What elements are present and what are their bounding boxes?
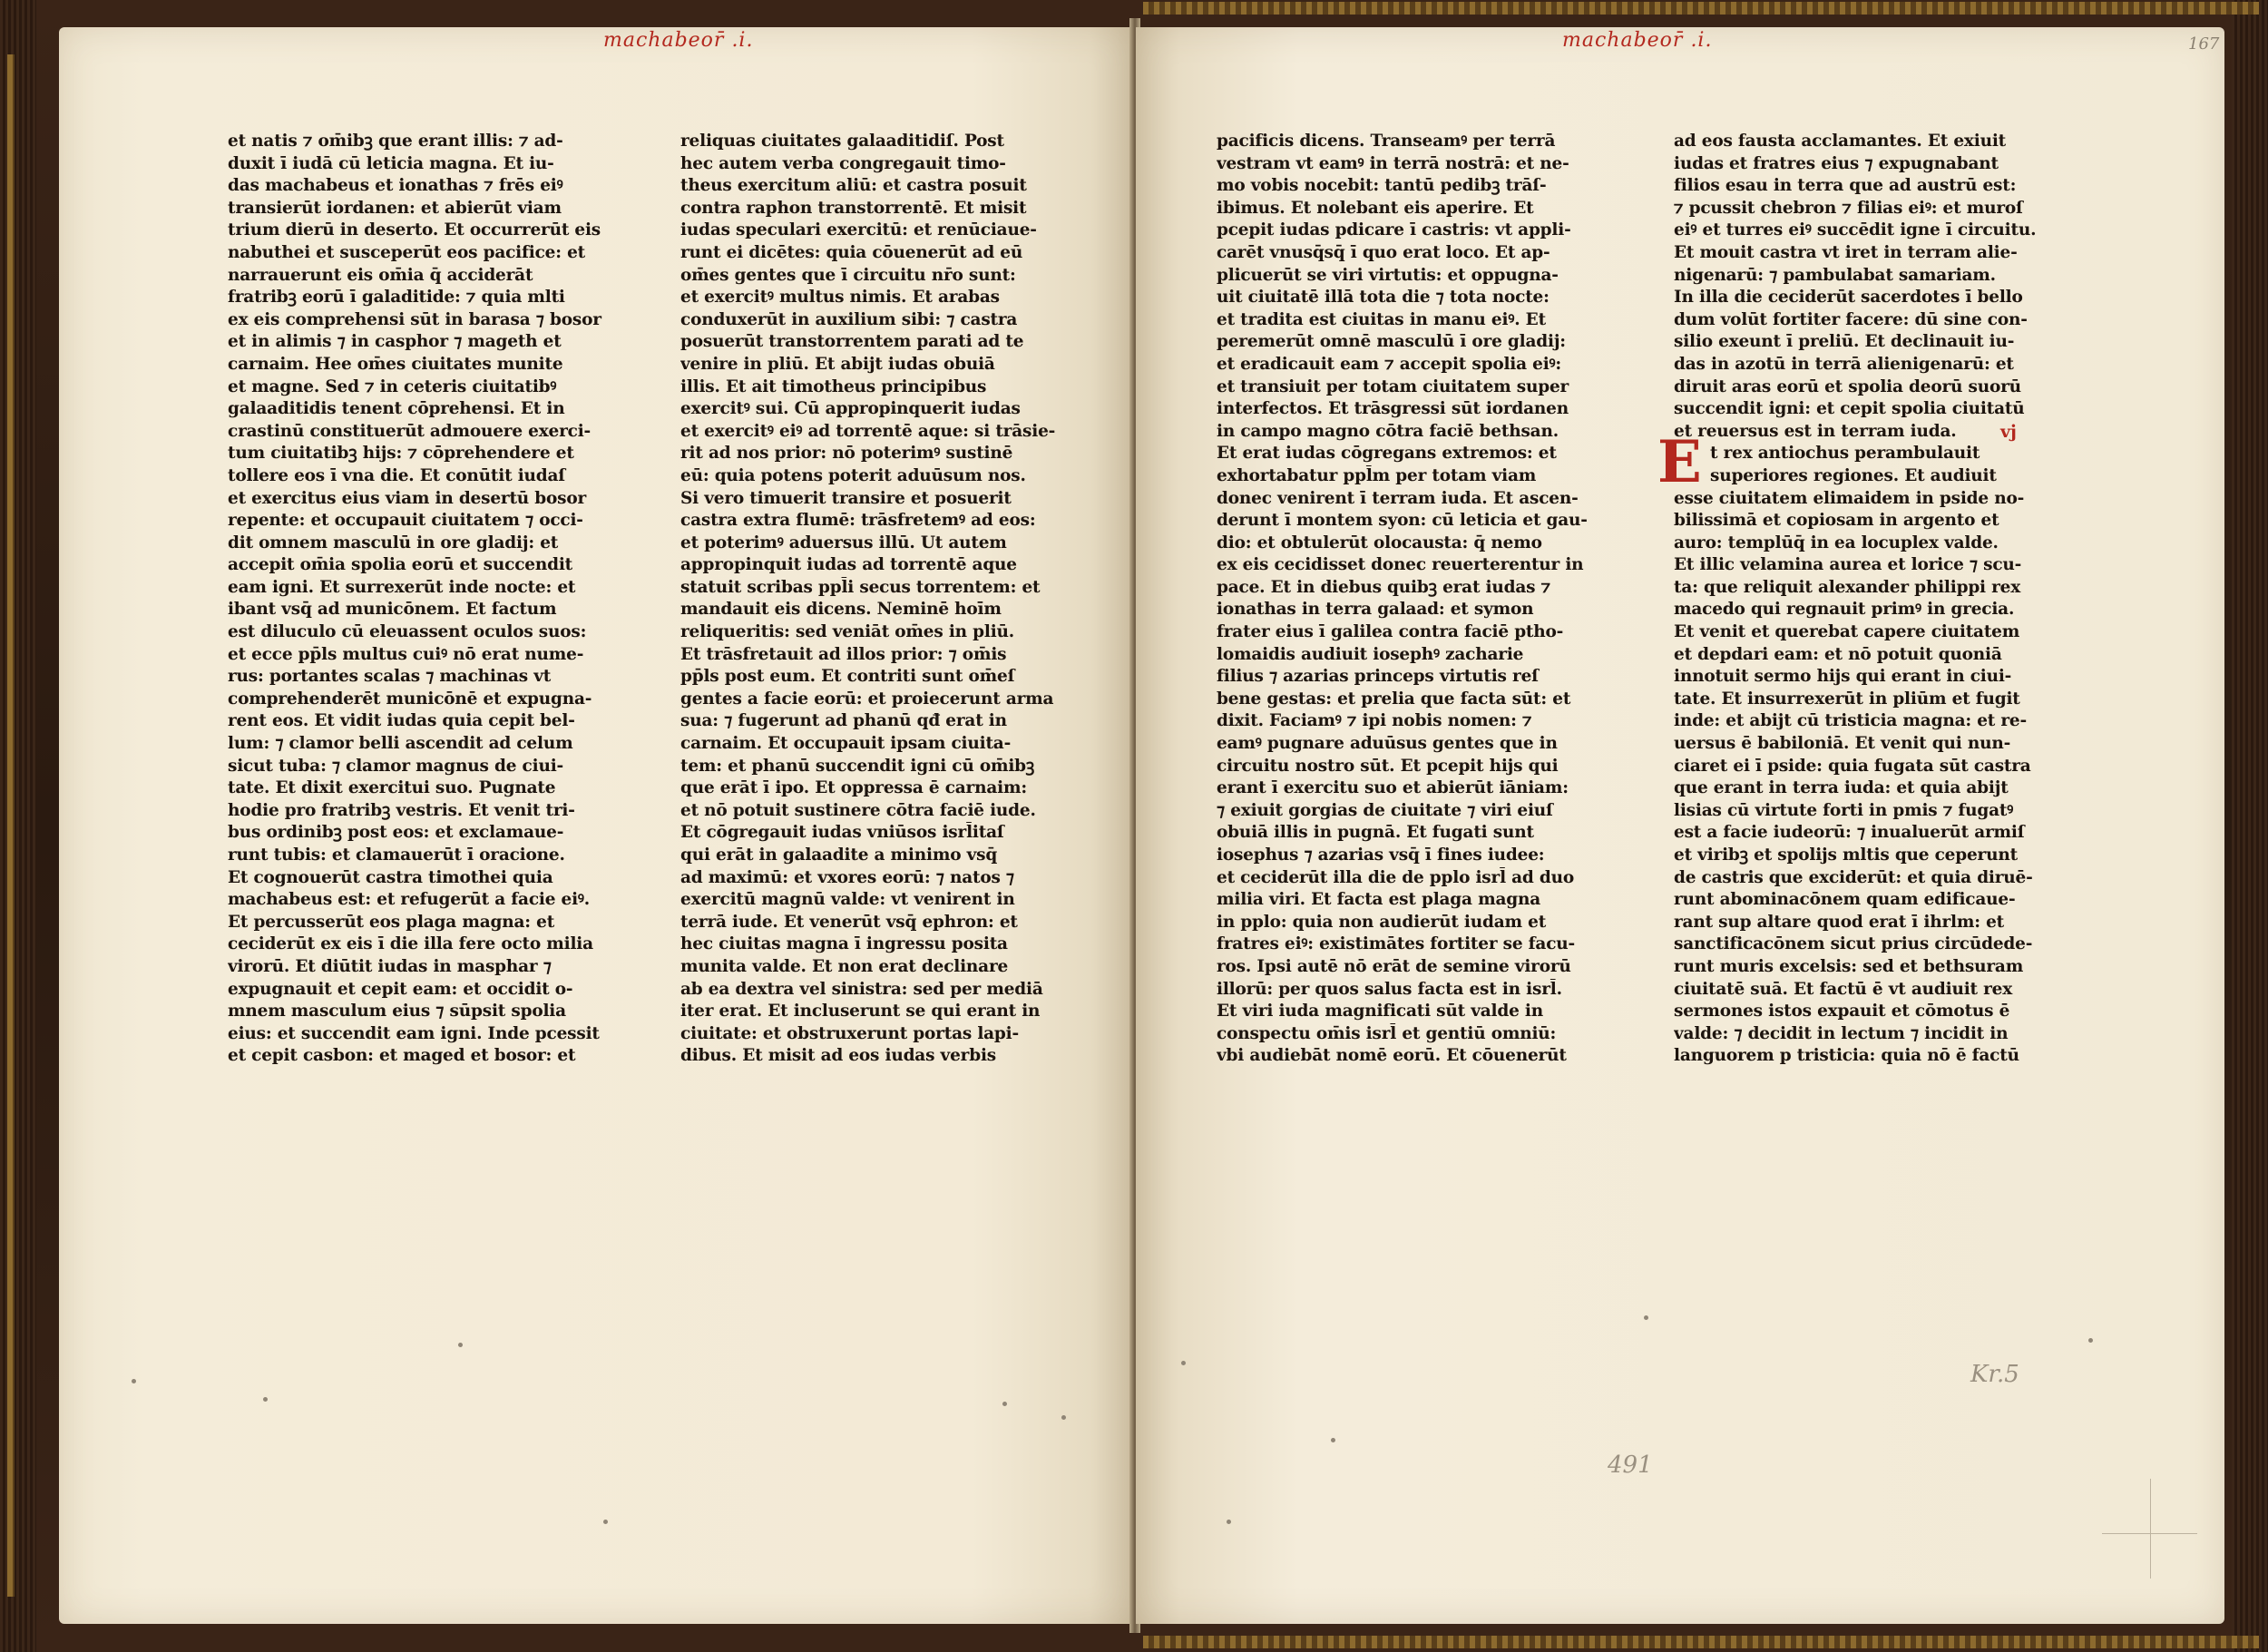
text-line: ta: que reliquit alexander philippi rex [1674,577,2021,597]
text-line: ros. Ipsi autē nō erāt de semine virorū [1217,956,1571,976]
text-line: runt muris excelsis: sed et bethsuram [1674,956,2024,976]
text-line: sua: ⁊ fugerunt ad phanū qđ erat in [680,711,1007,731]
text-line: theus exercitum aliū: et castra posuit [680,176,1027,196]
text-line: frater eius ī galilea contra faciē ptho- [1217,622,1564,642]
text-line: ex eis comprehensi sūt in barasa ⁊ bosor [228,309,601,329]
text-line: lomaidis audiuit iosephꝰ zacharie [1217,644,1524,664]
text-line: statuit scribas ppl̄i secus torrentem: et [680,577,1041,597]
text-line: mandauit eis dicens. Neminē hoīm [680,600,1002,620]
text-line: milia viri. Et facta est plaga magna [1217,890,1541,910]
text-line: illorū: per quos salus facta est in isrl̄. [1217,979,1562,999]
text-line: eiꝰ et turres eiꝰ succēdit igne ī circuitu. [1674,220,2037,240]
text-line: ibimus. Et nolebant eis aperire. Et [1217,198,1534,218]
text-line: trium dierū in deserto. Et occurrerūt eis [228,220,601,240]
text-line: duxit ī iudā cū leticia magna. Et iu- [228,153,554,173]
text-line: accepit om̄ia spolia eorū et succendit [228,555,573,575]
text-line: languorem p tristicia: quia nō ē factū [1674,1046,2019,1066]
text-line: valde: ⁊ decidit in lectum ⁊ incidit in [1674,1023,2009,1043]
text-line: runt tubis: et clamauerūt ī oracione. [228,846,565,865]
text-line: Et illic velamina aurea et lorice ⁊ scu- [1674,555,2022,575]
text-line: conduxerūt in auxilium sibi: ⁊ castra [680,309,1018,329]
text-line: ibant vsq̄ ad municōnem. Et factum [228,600,557,620]
text-line: hec ciuitas magna ī ingressu posita [680,934,1008,954]
text-line: eamꝰ pugnare aduūsus gentes que in [1217,734,1558,754]
text-line: que erant in terra iuda: et quia abijt [1674,778,2009,798]
pin-hole [2088,1338,2093,1343]
right-page-column-1 [1217,131,1598,1068]
pin-hole [1061,1415,1066,1420]
text-line: illis. Et ait timotheus principibus [680,376,987,396]
text-line: filius ⁊ azarias princeps virtutis reſ [1217,667,1539,687]
text-line: uersus ē babiloniā. Et venit qui nun- [1674,734,2011,754]
text-line: Et trāsfretauit ad illos prior: ⁊ om̄is [680,644,1007,664]
text-line: donec venirent ī terram iuda. Et ascen- [1217,488,1579,508]
pin-hole [603,1520,608,1524]
pencil-mark-number: 491 [1608,1452,1653,1479]
text-line: inde: et abijt cū tristicia magna: et re- [1674,711,2027,731]
text-line: exercitū magnū valde: vt venirent in [680,890,1015,910]
text-line: innotuit sermo hijs qui erant in ciui- [1674,667,2012,687]
text-line: ionathas in terra galaad: et symon [1217,600,1534,620]
text-line: succendit igni: et cepit spolia ciuitatū [1674,399,2025,419]
text-line: exercitꝰ sui. Cū appropinquerit iudas [680,399,1021,419]
text-line: reliquas ciuitates galaaditidiſ. Post [680,132,1004,151]
gilt-tooling-top [1143,2,2259,15]
text-line: iudas speculari exercitū: et renūciaue- [680,220,1037,240]
text-line: tum ciuitatibꝫ hijs: ⁊ cōprehendere et [228,444,574,464]
text-line: qui erāt in galaadite a minimo vsq̄ [680,846,998,865]
pin-hole [1002,1402,1007,1406]
text-line: Et viri iuda magnificati sūt valde in [1217,1002,1543,1022]
text-line: obuiā illis in pugnā. Et fugati sunt [1217,823,1534,843]
text-line: ⁊ pcussit chebron ⁊ filias eiꝰ: et muroſ [1674,198,2023,218]
text-line: eū: quia potens poterit aduūsum nos. [680,465,1026,485]
text-line: terrā iude. Et venerūt vsq̄ ephron: et [680,912,1018,932]
text-line: carnaim. Et occupauit ipsam ciuita- [680,734,1012,754]
text-line: ab ea dextra vel sinistra: sed per mediā [680,979,1043,999]
text-line: das in azotū in terrā alienigenarū: et [1674,354,2014,374]
text-line: pacificis dicens. Transeamꝰ per terrā [1217,132,1556,151]
text-line: expugnauit et cepit eam: et occidit o- [228,979,573,999]
text-line: contra raphon transtorrentē. Et misit [680,198,1027,218]
text-line: vbi audiebāt nomē eorū. Et cōuenerūt [1217,1046,1567,1066]
text-line: macedo qui regnauit primꝰ in grecia. [1674,600,2015,620]
text-line: fratribꝫ eorū ī galaditide: ⁊ quia mlti [228,288,565,308]
text-line: munita valde. Et non erat declinare [680,956,1009,976]
text-line: vestram vt eamꝰ in terrā nostrā: et ne- [1217,153,1569,173]
text-line: machabeus est: et refugerūt a facie eiꝰ. [228,890,591,910]
text-line: exhortabatur ppl̄m per totam viam [1217,465,1537,485]
text-line: interfectos. Et trāsgressi sūt iordanen [1217,399,1569,419]
text-line: dit omnem masculū in ore gladij: et [228,533,559,552]
text-line: auro: templūq̄ in ea locuplex valde. [1674,533,1999,552]
text-line: conspectu om̄is isrl̄ et gentiū omniū: [1217,1023,1557,1043]
text-line: in pplo: quia non audierūt iudam et [1217,912,1547,932]
pin-hole [263,1397,268,1402]
chapter-number: vj [2000,421,2017,442]
text-line: transierūt iordanen: et abierūt viam [228,198,562,218]
text-line: et transiuit per totam ciuitatem super [1217,376,1569,396]
text-line: in campo magno cōtra faciē bethsan. [1217,421,1559,441]
text-line: runt ei dicētes: quia cōuenerūt ad eū [680,242,1023,262]
folio-number: 167 [2188,34,2220,54]
text-line: et reuersus est in terram iuda. [1674,421,1957,441]
text-line: nigenarū: ⁊ pambulabat samariam. [1674,265,1996,285]
text-line: et ceciderūt illa die de pplo isrl̄ ad duo [1217,867,1575,887]
text-line: rant sup altare quod erat ī ihrlm: et [1674,912,2004,932]
text-line: et ecce pp̄ls multus cuiꝰ nō erat nume- [228,644,584,664]
text-line: tollere eos ī vna die. Et conūtit iudaſ [228,465,566,485]
text-line: rus: portantes scalas ⁊ machinas vt [228,667,552,687]
gilt-tooling-left [7,54,15,1597]
text-line: Et percusserūt eos plaga magna: et [228,912,555,932]
text-line: comprehenderēt municōnē et expugna- [228,689,592,709]
gilt-tooling-bottom [1143,1636,2259,1648]
text-line: Et venit et querebat capere ciuitatem [1674,622,2020,642]
text-line: et magne. Sed ⁊ in ceteris ciuitatibꝰ [228,376,557,396]
text-line: iter erat. Et incluserunt se qui erant in [680,1002,1041,1022]
text-line: et exercitus eius viam in desertū bosor [228,488,587,508]
text-line: ceciderūt ex eis ī die illa fere octo milia [228,934,593,954]
text-line: Et erat iudas cōgregans extremos: et [1217,444,1557,464]
text-line: Et cognouerūt castra timothei quia [228,867,553,887]
text-line: et viribꝫ et spolijs mltis que ceperunt [1674,846,2018,865]
text-line: dibus. Et misit ad eos iudas verbis [680,1046,996,1066]
text-line: rit ad nos prior: nō poterimꝰ sustinē [680,444,1013,464]
text-line: ad maximū: et vxores eorū: ⁊ natos ⁊ [680,867,1014,887]
text-line: bene gestas: et prelia que facta sūt: et [1217,689,1571,709]
text-line: das machabeus et ionathas ⁊ frēs eiꝰ [228,176,563,196]
left-running-head: machabeor̄ .i. [603,29,754,52]
left-page [59,27,1132,1624]
text-line: In illa die ceciderūt sacerdotes ī bello [1674,288,2023,308]
text-line: que erāt ī ipo. Et oppressa ē carnaim: [680,778,1027,798]
pin-hole [132,1379,136,1383]
text-line: dio: et obtulerūt olocausta: q̄ nemo [1217,533,1542,552]
text-line: ciaret ei ī pside: quia fugata sūt castra [1674,756,2031,776]
text-line: tem: et phanū succendit igni cū om̄ibꝫ [680,756,1035,776]
text-line: eam igni. Et surrexerūt inde nocte: et [228,577,576,597]
text-line: peremerūt omnē masculū ī ore gladij: [1217,332,1566,352]
text-line: crastinū constituerūt admouere exerci- [228,421,591,441]
pin-hole [1644,1315,1648,1320]
right-page [1136,27,2224,1624]
text-line: ciuitatē suā. Et factū ē vt audiuit rex [1674,979,2013,999]
text-line: nabuthei et susceperūt eos pacifice: et [228,242,586,262]
text-line: narrauerunt eis om̄ia q̄ acciderāt [228,265,533,285]
text-line: lisias cū virtute forti in pmis ⁊ fugatꝰ [1674,800,2014,820]
text-line: ad eos fausta acclamantes. Et exiuit [1674,132,2007,151]
text-line: virorū. Et diūtit iudas in masphar ⁊ [228,956,552,976]
text-line: carnaim. Hee om̄es ciuitates munite [228,354,563,374]
text-line: erant ī exercitu suo et abierūt iāniam: [1217,778,1569,798]
text-line: est diluculo cū eleuassent oculos suos: [228,622,587,642]
text-line: dixit. Faciamꝰ ⁊ ipi nobis nomen: ⁊ [1217,711,1532,731]
text-line: et in alimis ⁊ in casphor ⁊ mageth et [228,332,562,352]
text-line: venire in pliū. Et abijt iudas obuiā [680,354,995,374]
text-line: iudas et fratres eius ⁊ expugnabant [1674,153,1999,173]
rubricated-initial: E [1657,428,1702,497]
text-line: superiores regiones. Et audiuit [1710,465,1997,485]
text-line: sermones istos expauit et cōmotus ē [1674,1002,2010,1022]
pin-hole [458,1343,463,1347]
text-line: bus ordinibꝫ post eos: et exclamaue- [228,823,564,843]
right-page-column-2 [1657,131,2055,1068]
text-line: et eradicauit eam ⁊ accepit spolia eiꝰ: [1217,354,1562,374]
text-line: ciuitate: et obstruxerunt portas lapi- [680,1023,1019,1043]
text-line: et depdari eam: et nō potuit quoniā [1674,644,2002,664]
text-line: om̄es gentes que ī circuitu nr̄o sunt: [680,265,1016,285]
text-line: mnem masculum eius ⁊ sūpsit spolia [228,1002,566,1022]
text-line: hodie pro fratribꝫ vestris. Et venit tri- [228,800,575,820]
text-line: hec autem verba congregauit timo- [680,153,1006,173]
text-line: tate. Et insurrexerūt in pliūm et fugit [1674,689,2020,709]
text-line: dum volūt fortiter facere: dū sine con- [1674,309,2028,329]
text-line: repente: et occupauit ciuitatem ⁊ occi- [228,511,583,531]
text-line: fratres eiꝰ: existimātes fortiter se facu- [1217,934,1575,954]
right-running-head: machabeor̄ .i. [1562,29,1713,52]
text-line: et cepit casbon: et maged et bosor: et [228,1046,576,1066]
pin-hole [1331,1438,1335,1442]
text-line: et exercitꝰ eiꝰ ad torrentē aque: si trāsie- [680,421,1056,441]
text-line: iosephus ⁊ azarias vsq̄ ī fines iudee: [1217,846,1545,865]
text-line: rent eos. Et vidit iudas quia cepit bel- [228,711,575,731]
pencil-cross-vertical [2150,1479,2151,1579]
text-line: posuerūt transtorrentem parati ad te [680,332,1024,352]
text-line: castra extra flumē: trāsfretemꝰ ad eos: [680,511,1036,531]
text-line: tate. Et dixit exercitui suo. Pugnate [228,778,556,798]
text-line: plicuerūt se viri virtutis: et oppugna- [1217,265,1559,285]
text-line: circuitu nostro sūt. Et pcepit hijs qui [1217,756,1559,776]
text-line: et natis ⁊ om̄ibꝫ que erant illis: ⁊ ad- [228,132,563,151]
text-line: et exercitꝰ multus nimis. Et arabas [680,288,1000,308]
pencil-mark-signature: Kr.5 [1970,1361,2019,1388]
text-line: et nō potuit sustinere cōtra faciē iude. [680,800,1036,820]
text-line: gentes a facie eorū: et proiecerunt arma [680,689,1054,709]
text-line: diruit aras eorū et spolia deorū suorū [1674,376,2021,396]
text-line: et poterimꝰ aduersus illū. Ut autem [680,533,1007,552]
text-line: derunt ī montem syon: cū leticia et gau- [1217,511,1588,531]
text-line: ⁊ exiuit gorgias de ciuitate ⁊ viri eiuſ [1217,800,1553,820]
text-line: carēt vnusq̄sq̄ ī quo erat loco. Et ap- [1217,242,1550,262]
text-line: pace. Et in diebus quibꝫ erat iudas ⁊ [1217,577,1550,597]
text-line: galaaditidis tenent cōprehensi. Et in [228,399,565,419]
left-page-column-2 [680,131,1061,1068]
text-line: et tradita est ciuitas in manu eiꝰ. Et [1217,309,1546,329]
text-line: lum: ⁊ clamor belli ascendit ad celum [228,734,573,754]
text-line: appropinquit iudas ad torrentē aque [680,555,1017,575]
text-line: bilissimā et copiosam in argento et [1674,511,1999,531]
text-line: sicut tuba: ⁊ clamor magnus de ciui- [228,756,563,776]
text-line: mo vobis nocebit: tantū pedibꝫ trāſ- [1217,176,1547,196]
text-line: Et cōgregauit iudas vniūsos isrl̄itaſ [680,823,1004,843]
text-line: reliqueritis: sed veniāt om̄es in pliū. [680,622,1015,642]
text-line: esse ciuitatem elimaidem in pside no- [1674,488,2025,508]
text-line: eius: et succendit eam igni. Inde pcessit [228,1023,600,1043]
text-line: runt abominacōnem quam edificaue- [1674,890,2016,910]
text-line: Si vero timuerit transire et posuerit [680,488,1012,508]
text-line: pp̄ls post eum. Et contriti sunt om̄eſ [680,667,1015,687]
pencil-cross-horizontal [2102,1533,2197,1534]
left-page-column-1 [228,131,609,1068]
text-line: Et mouit castra vt iret in terram alie- [1674,242,2018,262]
text-line: t rex antiochus perambulauit [1710,444,1980,464]
binding-right-edge [2232,0,2268,1652]
text-line: ex eis cecidisset donec reuerterentur in [1217,555,1584,575]
binding-left-edge [0,0,36,1652]
text-line: silio exeunt ī preliū. Et declinauit iu- [1674,332,2015,352]
text-line: sanctificacōnem sicut prius circūdede- [1674,934,2033,954]
text-line: pcepit iudas pdicare ī castris: vt appli- [1217,220,1571,240]
pin-hole [1181,1361,1186,1365]
text-line: uit ciuitatē illā tota die ⁊ tota nocte: [1217,288,1549,308]
text-line: filios esau in terra que ad austrū est: [1674,176,2017,196]
text-line: est a facie iudeorū: ⁊ inualuerūt armiſ [1674,823,2025,843]
pin-hole [1227,1520,1231,1524]
text-line: de castris que exciderūt: et quia diruē- [1674,867,2033,887]
